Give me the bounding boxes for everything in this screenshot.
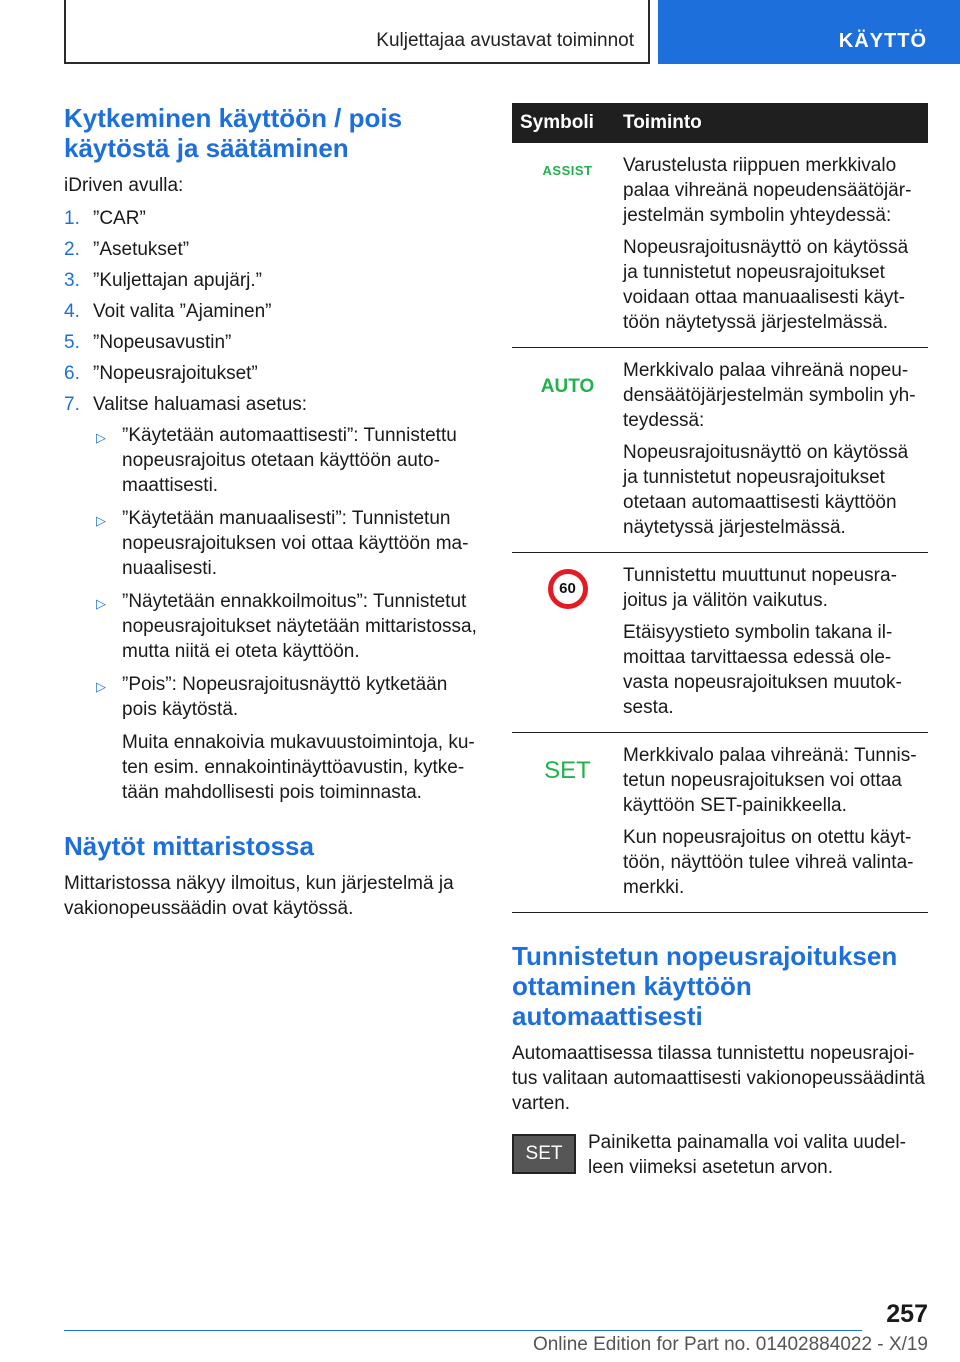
option-item — [93, 423, 482, 498]
chapter-tab[interactable] — [658, 0, 960, 64]
step-number: 3. — [64, 270, 80, 291]
option-item — [93, 672, 482, 805]
auto-indicator-icon: AUTO — [540, 376, 595, 397]
step-number: 1. — [64, 208, 80, 229]
heading-enable-disable: Kytkeminen käyttöön / pois käytöstä ja säätäminen — [64, 103, 403, 163]
list-item — [64, 392, 482, 417]
list-item — [64, 206, 482, 231]
list-item — [64, 330, 482, 355]
triangle-bullet-icon: ▷ — [96, 596, 106, 611]
option-text: ”Käytetään automaattisesti”: Tunnistettu nopeusrajoitus otetaan käyttöön automaattisesti. — [122, 425, 457, 496]
footer-edition: Online Edition for Part no. 01402884022 - X/19 — [532, 1334, 928, 1355]
set-button-text: Painiketta painamalla voi valita uudelleen viimeksi asetetun arvon. — [588, 1132, 906, 1178]
triangle-bullet-icon: ▷ — [96, 513, 106, 528]
step-text: ”Asetukset” — [93, 239, 190, 260]
displays-text: Mittaristossa näkyy ilmoitus, kun järjestelmä ja vakionopeussäädin ovat käytössä. — [64, 873, 454, 919]
table-row — [512, 553, 928, 733]
assist-indicator-icon: ASSIST — [542, 163, 593, 178]
step-number: 6. — [64, 363, 80, 384]
option-item — [93, 589, 482, 664]
triangle-bullet-icon: ▷ — [96, 430, 106, 445]
triangle-bullet-icon: ▷ — [96, 679, 106, 694]
step-list — [64, 206, 482, 417]
step-number: 5. — [64, 332, 80, 353]
list-item — [64, 237, 482, 262]
left-column — [64, 103, 482, 921]
section-title: Kuljettajaa avustavat toiminnot — [376, 30, 634, 51]
step-number: 2. — [64, 239, 80, 260]
header-section-box — [64, 0, 650, 64]
option-note: Muita ennakoivia mukavuustoimintoja, kuten esim. ennakointinäyttöavustin, kytketään mahdollisesti pois toiminnasta. — [122, 732, 475, 803]
row-text: Tunnistettu muuttunut nopeusrajoitus ja välitön vaikutus. — [623, 565, 897, 611]
list-item — [64, 268, 482, 293]
step-number: 7. — [64, 394, 80, 415]
row-text: Etäisyystieto symbolin takana ilmoittaa tarvittaessa edessä olevasta nopeusrajoituksen muutoksesta. — [623, 622, 902, 718]
option-text: ”Näytetään ennakkoilmoitus”: Tunnistetut nopeusrajoitukset näytetään mittaristossa, mutta niitä ei oteta käyttöön. — [122, 591, 477, 662]
set-button-icon: SET — [512, 1134, 576, 1174]
column-header-function: Toiminto — [623, 103, 928, 143]
step-text: ”Nopeusrajoitukset” — [93, 363, 258, 384]
symbol-table — [512, 103, 928, 913]
row-text: Kun nopeusrajoitus on otettu käyttöön, näyttöön tulee vihreä valintamerkki. — [623, 827, 914, 898]
set-button-row — [512, 1130, 928, 1180]
table-row — [512, 143, 928, 348]
list-item — [64, 299, 482, 324]
table-header-row — [512, 103, 928, 143]
step-text: ”CAR” — [93, 208, 146, 229]
step-text: Voit valita ”Ajaminen” — [93, 301, 272, 322]
step-text: Valitse haluamasi asetus: — [93, 394, 308, 415]
column-header-symbol: Symboli — [512, 103, 623, 143]
option-list — [93, 423, 482, 805]
footer-divider — [64, 1330, 862, 1331]
speed-limit-sign-icon: 60 — [548, 569, 588, 609]
chapter-tab-label: KÄYTTÖ — [838, 30, 927, 52]
auto-apply-text: Automaattisessa tilassa tunnistettu nopeusrajoitus valitaan automaattisesti vakionopeussäädintä varten. — [512, 1043, 925, 1114]
option-text: ”Käytetään manuaalisesti”: Tunnistetun nopeusrajoituksen voi ottaa käyttöön manuaalisesti. — [122, 508, 469, 579]
table-row — [512, 733, 928, 913]
row-text: Merkkivalo palaa vihreänä nopeudensäätöjärjestelmän symbolin yhteydessä: — [623, 360, 916, 431]
step-text: ”Nopeusavustin” — [93, 332, 232, 353]
row-text: Merkkivalo palaa vihreänä: Tunnistetun nopeusrajoituksen voi ottaa käyttöön SET-painikkeella. — [623, 745, 917, 816]
intro-text: iDriven avulla: — [64, 175, 184, 196]
step-text: ”Kuljettajan apujärj.” — [93, 270, 262, 291]
step-number: 4. — [64, 301, 80, 322]
list-item — [64, 361, 482, 386]
heading-auto-apply: Tunnistetun nopeusrajoituksen ottaminen käyttöön automaattisesti — [512, 941, 898, 1031]
table-row — [512, 348, 928, 553]
right-column — [512, 103, 928, 1180]
set-indicator-icon: SET — [544, 757, 591, 784]
page-number: 257 — [886, 1300, 928, 1328]
option-item — [93, 506, 482, 581]
row-text: Nopeusrajoitusnäyttö on käytössä ja tunnistetut nopeusrajoitukset voidaan ottaa manuaalisesti käyttöön näytetyssä järjestelmässä. — [623, 237, 909, 333]
option-text: ”Pois”: Nopeusrajoitusnäyttö kytketään pois käytöstä. — [122, 674, 448, 720]
row-text: Nopeusrajoitusnäyttö on käytössä ja tunnistetut nopeusrajoitukset otetaan automaattisesti käyttöön näytetyssä järjestelmässä. — [623, 442, 909, 538]
heading-displays: Näytöt mittaristossa — [64, 831, 314, 861]
row-text: Varustelusta riippuen merkkivalo palaa vihreänä nopeudensäätöjärjestelmän symbolin yhteydessä: — [623, 155, 912, 226]
